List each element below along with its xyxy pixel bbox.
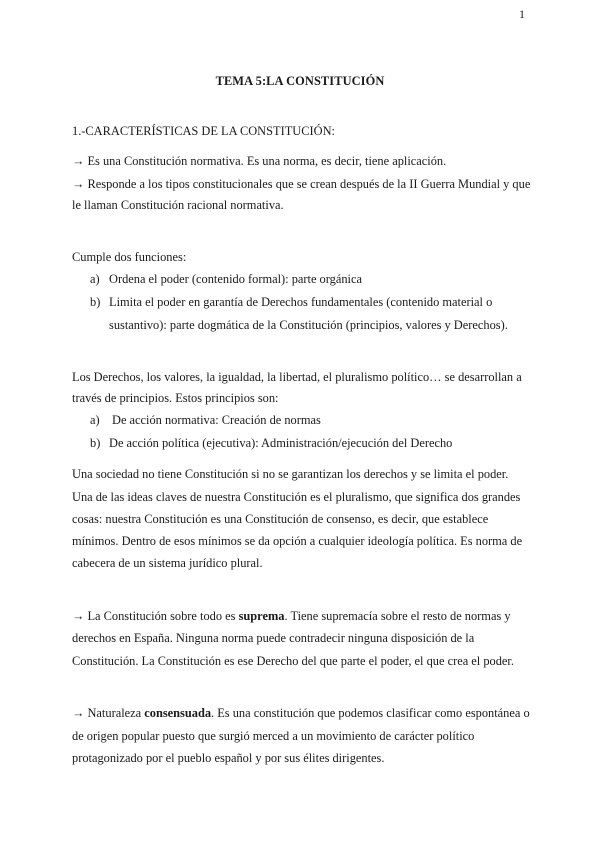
list-text: Ordena el poder (contenido formal): parte orgánica (109, 272, 362, 286)
list-label: a) (90, 413, 100, 427)
list-label: b) (90, 436, 101, 450)
text-run: → La Constitución sobre todo es (72, 609, 239, 623)
paragraph-line: Cumple dos funciones: (72, 250, 187, 264)
text-run: . Tiene supremacía sobre el resto de normas y (284, 609, 511, 623)
paragraph-line: derechos en España. Ninguna norma puede contradecir ninguna disposición de la (72, 631, 475, 645)
paragraph-line: cabecera de un sistema jurídico plural. (72, 556, 263, 570)
paragraph-line: Una sociedad no tiene Constitución si no se garantizan los derechos y se limita el poder. (72, 467, 509, 481)
paragraph-line: → Es una Constitución normativa. Es una norma, es decir, tiene aplicación. (72, 154, 447, 168)
section-heading: 1.-CARACTERÍSTICAS DE LA CONSTITUCIÓN: (72, 124, 335, 138)
page-title: TEMA 5:LA CONSTITUCIÓN (215, 74, 385, 88)
list-item (90, 295, 492, 309)
page-number: 1 (519, 7, 525, 21)
paragraph-line: través de principios. Estos principios son: (72, 391, 279, 405)
list-label: a) (90, 272, 100, 286)
paragraph-line: → Responde a los tipos constitucionales que se crean después de la II Guerra Mundial y que (72, 177, 531, 191)
paragraph-line: de origen popular puesto que surgió merced a un movimiento de carácter político (72, 729, 475, 743)
list-item (90, 436, 452, 450)
text-run: . Es una constitución que podemos clasificar como espontánea o (211, 706, 530, 720)
list-text: De acción política (ejecutiva): Administración/ejecución del Derecho (109, 436, 453, 450)
text-run: → Naturaleza (72, 706, 145, 720)
list-item (90, 413, 321, 427)
list-text: Limita el poder en garantía de Derechos fundamentales (contenido material o (109, 295, 493, 309)
paragraph-line: Constitución. La Constitución es ese Derecho del que parte el poder, el que crea el poder. (72, 654, 514, 668)
list-item (90, 272, 362, 286)
emphasis: suprema (238, 609, 285, 623)
paragraph-line (72, 706, 530, 720)
paragraph-line: Los Derechos, los valores, la igualdad, la libertad, el pluralismo político… se desarrollan a (72, 370, 522, 384)
list-label: b) (90, 295, 101, 309)
paragraph-line: protagonizado por el pueblo español y por sus élites dirigentes. (72, 751, 385, 765)
paragraph-line: cosas: nuestra Constitución es una Constitución de consenso, es decir, que establece (72, 512, 489, 526)
paragraph-line: le llaman Constitución racional normativa. (72, 198, 284, 212)
list-text: De acción normativa: Creación de normas (112, 413, 321, 427)
list-item-continuation: sustantivo): parte dogmática de la Constitución (principios, valores y Derechos). (109, 318, 508, 332)
paragraph-line (72, 609, 511, 623)
paragraph-line: Una de las ideas claves de nuestra Constitución es el pluralismo, que significa dos grandes (72, 490, 521, 504)
emphasis: consensuada (144, 706, 212, 720)
paragraph-line: mínimos. Dentro de esos mínimos se da opción a cualquier ideología política. Es norma de (72, 534, 523, 548)
